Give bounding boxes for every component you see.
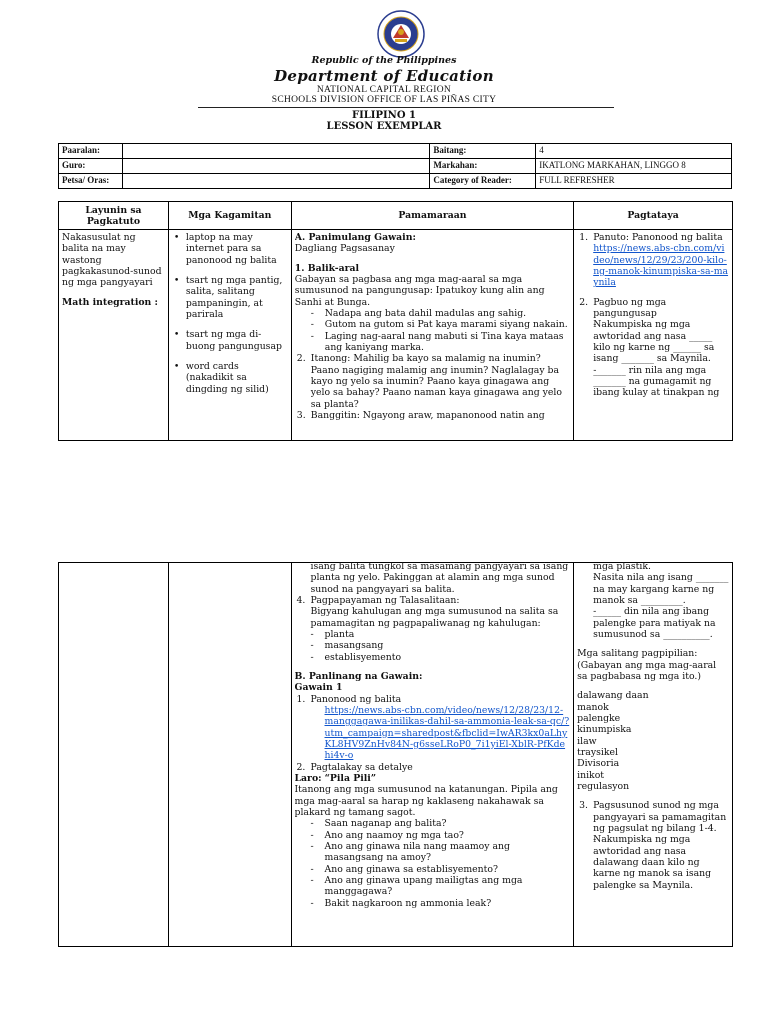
- gawain-step: [295, 694, 571, 705]
- pagsusunod-item: - Nakumpiska ng mga awtoridad ang nasa dalawang daan kilo ng karne ng manok sa isang palengke sa Maynila.: [577, 834, 729, 891]
- laro-question: - Bakit nagkaroon ng ammonia leak?: [295, 898, 571, 909]
- step-number: 2.: [579, 296, 589, 308]
- guro-label: Guro:: [59, 159, 123, 174]
- step-number: 2.: [296, 761, 306, 773]
- pagpipilian-word: traysikel: [577, 746, 618, 758]
- gawain-heading: Gawain 1: [294, 682, 343, 694]
- pagpipilian-word: manok: [577, 701, 609, 713]
- column-headers: [59, 202, 733, 230]
- step-number: 1.: [579, 232, 589, 243]
- kagamitan-cell: [168, 230, 291, 441]
- pagpipilian-note: (Gabayan ang mga mag-aaral sa pagbabasa ng mga ito.): [577, 659, 717, 682]
- department-heading: Department of Education: [274, 67, 494, 85]
- step-number: 3.: [296, 409, 306, 421]
- info-row: [59, 159, 732, 174]
- division-heading: SCHOOLS DIVISION OFFICE OF LAS PIÑAS CITY: [271, 95, 497, 105]
- ammonia-leak-link[interactable]: https://news.abs-cbn.com/video/news/12/28/23/12-manggagawa-inilikas-dahil-sa-ammonia-leak-sa-qc/?utm_campaign=sharedpost&fbclid=IwAR3kx0aLhyKL8HV9ZnHv84N-g6sseLRoP0_7i1yiEl-XblR-PfKdehi4v-o: [324, 704, 570, 762]
- document-type-title: LESSON EXEMPLAR: [326, 121, 442, 132]
- step-text: Itanong: Mahilig ba kayo sa malamig na inumin? Paano nagiging malamig ang inumin? Naglalagay ba kayo ng yelo sa inumin? Paano kaya ginagawa ang yelo sa bahay? Paano naman kaya ginagawa ang yelo sa planta?: [310, 353, 562, 410]
- panimulang-gawain-heading: A. Panimulang Gawain:: [294, 232, 416, 243]
- laro-question: - Ano ang ginawa sa establisyemento?: [295, 864, 571, 875]
- pagpipilian-word: regulasyon: [577, 780, 630, 792]
- dagliang-pagsasanay-label: Dagliang Pagsasanay: [294, 243, 395, 255]
- markahan-value: IKATLONG MARKAHAN, LINGGO 8: [536, 159, 732, 174]
- pamamaraan-cell: [291, 230, 573, 441]
- layunin-text: Nakasusulat ng balita na may wastong pagkakasunod-sunod ng mga pangyayari: [62, 232, 162, 289]
- talasalitaan-word: - masangsang: [295, 640, 571, 651]
- lesson-table-page2: [58, 562, 733, 947]
- category-label: Category of Reader:: [430, 174, 536, 189]
- pagpipilian-word: Divisoria: [577, 758, 620, 770]
- paaralan-label: Paaralan:: [59, 144, 123, 159]
- step-number: 1.: [296, 693, 306, 705]
- column-header-kagamitan: Mga Kagamitan: [168, 202, 291, 230]
- step-itanong: [295, 353, 570, 410]
- baitang-label: Baitang:: [430, 144, 536, 159]
- pagpipilian-word: palengke: [577, 712, 621, 724]
- pangungusap-item: - Nakumpiska ng mga awtoridad ang nasa _____ kilo ng karne ng ______ sa isang _______ sa Maynila.: [577, 319, 729, 364]
- laro-label: Laro:: [294, 772, 322, 784]
- deped-seal-logo: [377, 10, 425, 58]
- pamamaraan-cell: [291, 563, 574, 947]
- kagamitan-item: • tsart ng mga di-buong pangungusap: [172, 329, 288, 352]
- layunin-cell: [59, 563, 169, 947]
- laro-question: - Ano ang ginawa upang mailigtas ang mga manggagawa?: [295, 875, 571, 898]
- talasalitaan-word: - establisyemento: [295, 652, 571, 663]
- step-text: Panuto: Panonood ng balita: [593, 232, 723, 243]
- math-integration-label: Math integration :: [62, 296, 158, 308]
- pagtataya-step: [577, 297, 729, 320]
- laro-question: - Saan naganap ang balita?: [295, 818, 571, 829]
- lesson-row: [59, 230, 733, 441]
- step-number: 3.: [579, 800, 588, 812]
- kagamitan-item: • laptop na may internet para sa panonood ng balita: [172, 232, 288, 266]
- pagpipilian-word: dalawang daan: [577, 690, 649, 702]
- republic-heading: Republic of the Philippines: [311, 55, 457, 66]
- pangungusap-continuation: mga plastik.: [593, 561, 651, 572]
- guro-value: [122, 159, 429, 174]
- balik-aral-item: - Nadapa ang bata dahil madulas ang sahig.: [295, 308, 570, 319]
- laro-title: “Pila Pili”: [324, 772, 377, 784]
- markahan-label: Markahan:: [430, 159, 536, 174]
- step-number: 4.: [296, 594, 306, 606]
- step-text: Pagbuo ng mga pangungusap: [593, 296, 667, 319]
- category-value: FULL REFRESHER: [536, 174, 732, 189]
- step-talasalitaan: [295, 595, 571, 606]
- layunin-cell: [59, 230, 169, 441]
- laro-question: - Ano ang ginawa nila nang maamoy ang masangsang na amoy?: [295, 841, 571, 864]
- step-text: Pagtalakay sa detalye: [310, 761, 413, 773]
- balik-aral-item: - Laging nag-aaral nang mabuti si Tina kaya mataas ang kaniyang marka.: [295, 331, 570, 354]
- pagtataya-cell: [574, 563, 733, 947]
- step-text: Pagsusunod sunod ng mga pangyayari sa pamamagitan ng pagsulat ng bilang 1-4.: [593, 800, 727, 834]
- panlinang-gawain-heading: B. Panlinang na Gawain:: [294, 670, 423, 682]
- pagpipilian-word: kinumpiska: [577, 724, 632, 736]
- pagpipilian-word: inikot: [577, 769, 605, 781]
- balik-aral-item: - Gutom na gutom si Pat kaya marami siyang nakain.: [295, 319, 570, 330]
- info-row: [59, 174, 732, 189]
- kagamitan-item: • tsart ng mga pantig, salita, salitang pampaningin, at parirala: [172, 275, 288, 320]
- lesson-row: [59, 563, 733, 947]
- info-table: [58, 143, 732, 189]
- talasalitaan-word: - planta: [295, 629, 571, 640]
- column-header-layunin: Layunin sa Pagkatuto: [59, 202, 169, 230]
- lesson-table-page1: [58, 201, 733, 441]
- pagtataya-step: [577, 800, 729, 834]
- balita-link[interactable]: https://news.abs-cbn.com/video/news/12/29/23/200-kilo-ng-manok-kinumpiska-sa-maynila: [593, 243, 729, 289]
- laro-instruction: Itanong ang mga sumusunod na katanungan. Pipila ang mga mag-aaral sa harap ng kaklaseng nakahawak sa plakard ng tamang sagot.: [294, 784, 558, 818]
- laro-heading: [295, 773, 571, 784]
- header-divider: [198, 107, 614, 108]
- balik-aral-heading: 1. Balik-aral: [294, 262, 360, 274]
- column-header-pagtataya: Pagtataya: [574, 202, 733, 230]
- pangungusap-item: - Nasita nila ang isang _______ na may kargang karne ng manok sa _________.: [577, 572, 729, 606]
- step-number: 2.: [296, 353, 306, 365]
- column-header-pamamaraan: Pamamaraan: [291, 202, 573, 230]
- kagamitan-cell: [168, 563, 291, 947]
- talasalitaan-instruction: Bigyang kahulugan ang mga sumusunod na salita sa pamamagitan ng pagpapaliwanag ng kahulugan:: [310, 606, 559, 629]
- pangungusap-item: - ______ din nila ang ibang palengke para matiyak na sumusunod sa __________.: [577, 606, 729, 640]
- step-text: Banggitin: Ngayong araw, mapanonood natin ang: [310, 409, 545, 421]
- pagtataya-step: [577, 232, 729, 243]
- laro-question: - Ano ang naamoy ng mga tao?: [295, 830, 571, 841]
- banggitin-continuation: isang balita tungkol sa masamang pangyayari sa isang planta ng yelo. Pakinggan at alamin ang mga sunod sunod na pangyayari sa balita.: [310, 561, 569, 595]
- petsa-value: [122, 174, 429, 189]
- step-banggitin: [295, 410, 570, 421]
- pagtataya-cell: [574, 230, 733, 441]
- step-text: Panonood ng balita: [310, 693, 402, 705]
- gawain-step: [295, 762, 571, 773]
- step-text: Pagpapayaman ng Talasalitaan:: [310, 594, 460, 606]
- balik-aral-instruction: Gabayan sa pagbasa ang mga mag-aaral sa mga sumusunod na pangungusap: Ipatukoy kung alin ang Sanhi at Bunga.: [294, 273, 545, 308]
- pangungusap-item: - _______ rin nila ang mga _______ na gumagamit ng ibang kulay at tinakpan ng: [577, 365, 729, 399]
- subject-title: FILIPINO 1: [352, 110, 416, 121]
- kagamitan-item: • word cards (nakadikit sa dingding ng silid): [172, 361, 288, 395]
- petsa-label: Petsa/ Oras:: [59, 174, 123, 189]
- baitang-value: 4: [536, 144, 732, 159]
- pagpipilian-heading: Mga salitang pagpipilian:: [577, 648, 698, 660]
- region-heading: NATIONAL CAPITAL REGION: [316, 85, 452, 95]
- pagpipilian-word: ilaw: [577, 735, 597, 747]
- paaralan-value: [122, 144, 429, 159]
- info-row: [59, 144, 732, 159]
